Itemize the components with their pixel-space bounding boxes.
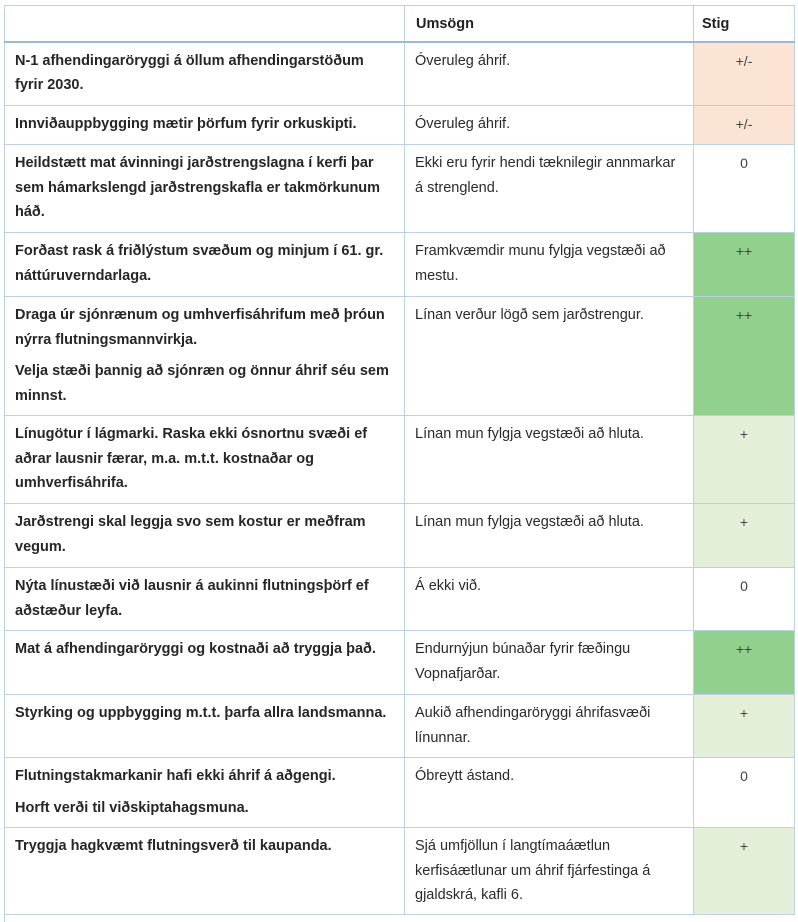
- umsogn-cell: Línan verður lögð sem jarðstrengur.: [405, 297, 694, 416]
- stig-cell: ++: [694, 631, 795, 695]
- umsogn-cell: Á ekki við.: [405, 568, 694, 631]
- umsogn-cell: Aukið afhendingaröryggi áhrifasvæði línunnar.: [405, 695, 694, 758]
- umsogn-cell: Framkvæmdir munu fylgja vegstæði að mestu.: [405, 233, 694, 297]
- stig-cell: 0: [694, 758, 795, 828]
- stig-cell: ++: [694, 233, 795, 297]
- umsogn-cell: Endurnýjun búnaðar fyrir fæðingu Vopnafjarðar.: [405, 631, 694, 695]
- stig-cell: +/-: [694, 106, 795, 145]
- table-border-continuation: [4, 915, 5, 922]
- umsogn-cell: Óbreytt ástand.: [405, 758, 694, 828]
- criterion-cell: Nýta línustæði við lausnir á aukinni flutningsþörf ef aðstæður leyfa.: [5, 568, 405, 631]
- table-row: [5, 504, 795, 568]
- criterion-cell: N-1 afhendingaröryggi á öllum afhendingarstöðum fyrir 2030.: [5, 42, 405, 106]
- criterion-cell: Draga úr sjónrænum og umhverfisáhrifum með þróun nýrra flutningsmannvirkja. Velja stæði þannig að sjónræn og önnur áhrif séu sem minnst.: [5, 297, 405, 416]
- table-row: [5, 106, 795, 145]
- stig-cell: +: [694, 416, 795, 504]
- criterion-cell: Flutningstakmarkanir hafi ekki áhrif á aðgengi. Horft verði til viðskiptahagsmuna.: [5, 758, 405, 828]
- stig-cell: 0: [694, 568, 795, 631]
- criterion-cell: Línugötur í lágmarki. Raska ekki ósnortnu svæði ef aðrar lausnir færar, m.a. m.t.t. kostnaðar og umhverfisáhrifa.: [5, 416, 405, 504]
- table-row: [5, 42, 795, 106]
- table-row: [5, 631, 795, 695]
- criterion-cell: Forðast rask á friðlýstum svæðum og minjum í 61. gr. náttúruverndarlaga.: [5, 233, 405, 297]
- header-criterion: [5, 6, 405, 42]
- criterion-cell: Heildstætt mat ávinningi jarðstrengslagna í kerfi þar sem hámarkslengd jarðstrengskafla er takmörkunum háð.: [5, 145, 405, 233]
- table-row: [5, 758, 795, 828]
- assessment-table: [4, 5, 795, 915]
- header-row: [5, 6, 795, 42]
- table-row: [5, 145, 795, 233]
- umsogn-cell: Línan mun fylgja vegstæði að hluta.: [405, 504, 694, 568]
- stig-cell: +: [694, 504, 795, 568]
- stig-cell: +/-: [694, 42, 795, 106]
- table-row: [5, 297, 795, 416]
- table-row: [5, 695, 795, 758]
- table-row: [5, 416, 795, 504]
- criterion-cell: Innviðauppbygging mætir þörfum fyrir orkuskipti.: [5, 106, 405, 145]
- table-row: [5, 233, 795, 297]
- header-umsogn: Umsögn: [405, 6, 694, 42]
- stig-cell: 0: [694, 145, 795, 233]
- table-row: [5, 828, 795, 915]
- criterion-cell: Jarðstrengi skal leggja svo sem kostur er meðfram vegum.: [5, 504, 405, 568]
- criterion-cell: Styrking og uppbygging m.t.t. þarfa allra landsmanna.: [5, 695, 405, 758]
- stig-cell: ++: [694, 297, 795, 416]
- umsogn-cell: Sjá umfjöllun í langtímaáætlun kerfisáætlunar um áhrif fjárfestinga á gjaldskrá, kafli 6.: [405, 828, 694, 915]
- criterion-cell: Mat á afhendingaröryggi og kostnaði að tryggja það.: [5, 631, 405, 695]
- umsogn-cell: Ekki eru fyrir hendi tæknilegir annmarkar á strenglend.: [405, 145, 694, 233]
- table-row: [5, 568, 795, 631]
- umsogn-cell: Óveruleg áhrif.: [405, 106, 694, 145]
- stig-cell: +: [694, 695, 795, 758]
- stig-cell: +: [694, 828, 795, 915]
- header-stig: Stig: [694, 6, 795, 42]
- umsogn-cell: Línan mun fylgja vegstæði að hluta.: [405, 416, 694, 504]
- umsogn-cell: Óveruleg áhrif.: [405, 42, 694, 106]
- criterion-cell: Tryggja hagkvæmt flutningsverð til kaupanda.: [5, 828, 405, 915]
